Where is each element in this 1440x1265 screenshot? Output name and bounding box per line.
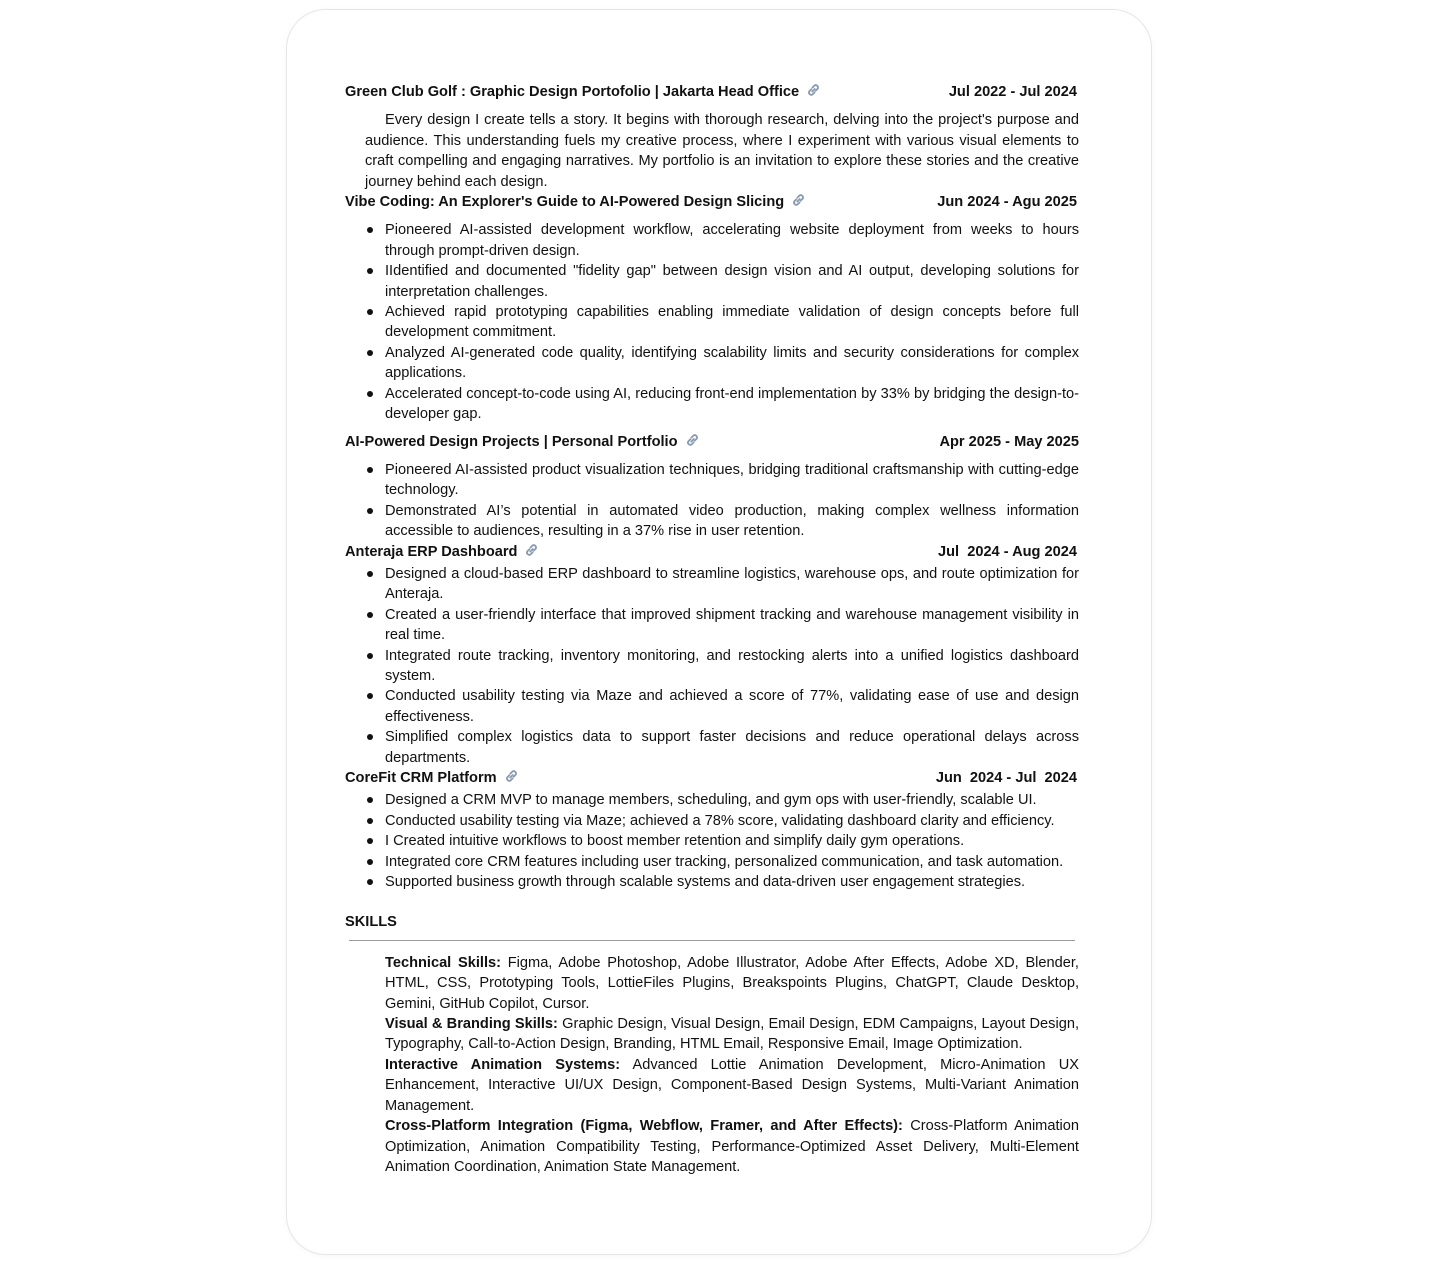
project-entry	[345, 432, 1079, 542]
list-item: I Created intuitive workflows to boost member retention and simplify daily gym operations.	[345, 831, 1079, 851]
skill-label: Cross-Platform Integration (Figma, Webflow, Framer, and After Effects):	[385, 1118, 903, 1135]
project-title-wrap	[345, 542, 540, 564]
project-title: CoreFit CRM Platform	[345, 770, 497, 786]
skills-heading: SKILLS	[345, 914, 397, 931]
list-item: Supported business growth through scalable systems and data-driven user engagement strategies.	[345, 872, 1079, 892]
list-item: Accelerated concept-to-code using AI, reducing front-end implementation by 33% by bridging the design-to-developer gap.	[345, 384, 1079, 425]
project-header	[345, 192, 1079, 214]
link-icon[interactable]	[503, 768, 520, 790]
project-title: Green Club Golf : Graphic Design Portofolio | Jakarta Head Office	[345, 84, 800, 100]
project-description: Every design I create tells a story. It begins with thorough research, delving into the project's purpose and audience. This understanding fuels my creative process, where I experiment with various visual elements to craft compelling and engaging narratives. My portfolio is an invitation to explore these stories and the creative journey behind each design.	[365, 112, 1079, 190]
project-entry	[345, 192, 1079, 424]
project-title: Anteraja ERP Dashboard	[345, 543, 518, 560]
list-item: Integrated route tracking, inventory monitoring, and restocking alerts into a unified logistics dashboard system.	[345, 646, 1079, 687]
skill-label: Technical Skills:	[385, 954, 501, 971]
skill-item	[385, 1014, 1079, 1055]
link-icon[interactable]	[790, 192, 807, 214]
bullet-list	[345, 790, 1079, 892]
project-dates: Apr 2025 - May 2025	[939, 433, 1079, 450]
list-item: Designed a cloud-based ERP dashboard to streamline logistics, warehouse ops, and route optimization for Anteraja.	[345, 564, 1079, 605]
project-dates: Jun 2024 - Jul 2024	[935, 770, 1077, 786]
project-header	[345, 542, 1079, 564]
skill-item	[385, 1055, 1079, 1116]
resume-page	[286, 9, 1152, 1255]
list-item: IIdentified and documented "fidelity gap" between design vision and AI output, developing solutions for interpretation challenges.	[345, 261, 1079, 302]
project-header	[345, 82, 1079, 104]
skills-list	[385, 953, 1079, 1177]
list-item: Integrated core CRM features including user tracking, personalized communication, and task automation.	[345, 852, 1079, 872]
project-dates: Jul 2022 - Jul 2024	[948, 84, 1077, 100]
list-item: Conducted usability testing via Maze; achieved a 78% score, validating dashboard clarity and efficiency.	[345, 811, 1079, 831]
skill-label: Interactive Animation Systems:	[385, 1056, 621, 1073]
project-dates: Jul 2024 - Aug 2024	[938, 543, 1077, 560]
project-title-wrap	[345, 82, 822, 104]
link-icon[interactable]	[684, 432, 701, 454]
project-entry	[345, 768, 1079, 892]
project-entry	[345, 542, 1079, 768]
project-header	[345, 768, 1079, 790]
link-icon[interactable]	[805, 82, 822, 104]
project-dates: Jun 2024 - Agu 2025	[937, 194, 1077, 211]
link-icon[interactable]	[523, 542, 540, 564]
bullet-list	[345, 220, 1079, 424]
project-title-wrap	[345, 768, 520, 790]
skill-text: Figma, Adobe Photoshop, Adobe Illustrator, Adobe After Effects, Adobe XD, Blender, HTML, CSS, Prototyping Tools, LottieFiles Plugins, Breakspoints Plugins, ChatGPT, Claude Desktop, Gemini, GitHub Copilot, Cursor.	[385, 954, 1079, 1012]
project-title-wrap	[345, 432, 701, 454]
project-entry	[345, 82, 1079, 192]
skill-text: Cross-Platform Animation Optimization, Animation Compatibility Testing, Performance-Optimized Asset Delivery, Multi-Element Animation Coordination, Animation State Management.	[385, 1118, 1079, 1175]
list-item: Designed a CRM MVP to manage members, scheduling, and gym ops with user-friendly, scalable UI.	[345, 790, 1079, 810]
list-item: Simplified complex logistics data to support faster decisions and reduce operational delays across departments.	[345, 727, 1079, 768]
list-item: Achieved rapid prototyping capabilities enabling immediate validation of design concepts before full development commitment.	[345, 302, 1079, 343]
skill-text: Graphic Design, Visual Design, Email Design, EDM Campaigns, Layout Design, Typography, Call-to-Action Design, Branding, HTML Email, Responsive Email, Image Optimization.	[385, 1016, 1079, 1053]
section-divider	[349, 940, 1075, 941]
skill-text: Advanced Lottie Animation Development, Micro-Animation UX Enhancement, Interactive UI/UX Design, Component-Based Design Systems, Multi-Variant Animation Management.	[385, 1056, 1080, 1114]
bullet-list	[345, 564, 1079, 768]
list-item: Conducted usability testing via Maze and achieved a score of 77%, validating ease of use and design effectiveness.	[345, 686, 1079, 727]
project-title-wrap	[345, 192, 807, 214]
list-item: Demonstrated AI’s potential in automated video production, making complex wellness information accessible to audiences, resulting in a 37% rise in user retention.	[345, 501, 1079, 542]
skill-item	[385, 1116, 1079, 1177]
project-header	[345, 432, 1079, 454]
list-item: Pioneered AI-assisted development workflow, accelerating website deployment from weeks to hours through prompt-driven design.	[345, 220, 1079, 261]
skill-label: Visual & Branding Skills:	[385, 1016, 558, 1033]
project-title: Vibe Coding: An Explorer's Guide to AI-Powered Design Slicing	[345, 194, 785, 211]
bullet-list	[345, 460, 1079, 542]
list-item: Analyzed AI-generated code quality, identifying scalability limits and security considerations for complex applications.	[345, 343, 1079, 384]
resume-content	[345, 82, 1079, 1177]
project-title: AI-Powered Design Projects | Personal Portfolio	[345, 433, 678, 450]
skill-item	[385, 953, 1079, 1014]
list-item: Created a user-friendly interface that improved shipment tracking and warehouse management visibility in real time.	[345, 605, 1079, 646]
list-item: Pioneered AI-assisted product visualization techniques, bridging traditional craftsmanship with cutting-edge technology.	[345, 460, 1079, 501]
